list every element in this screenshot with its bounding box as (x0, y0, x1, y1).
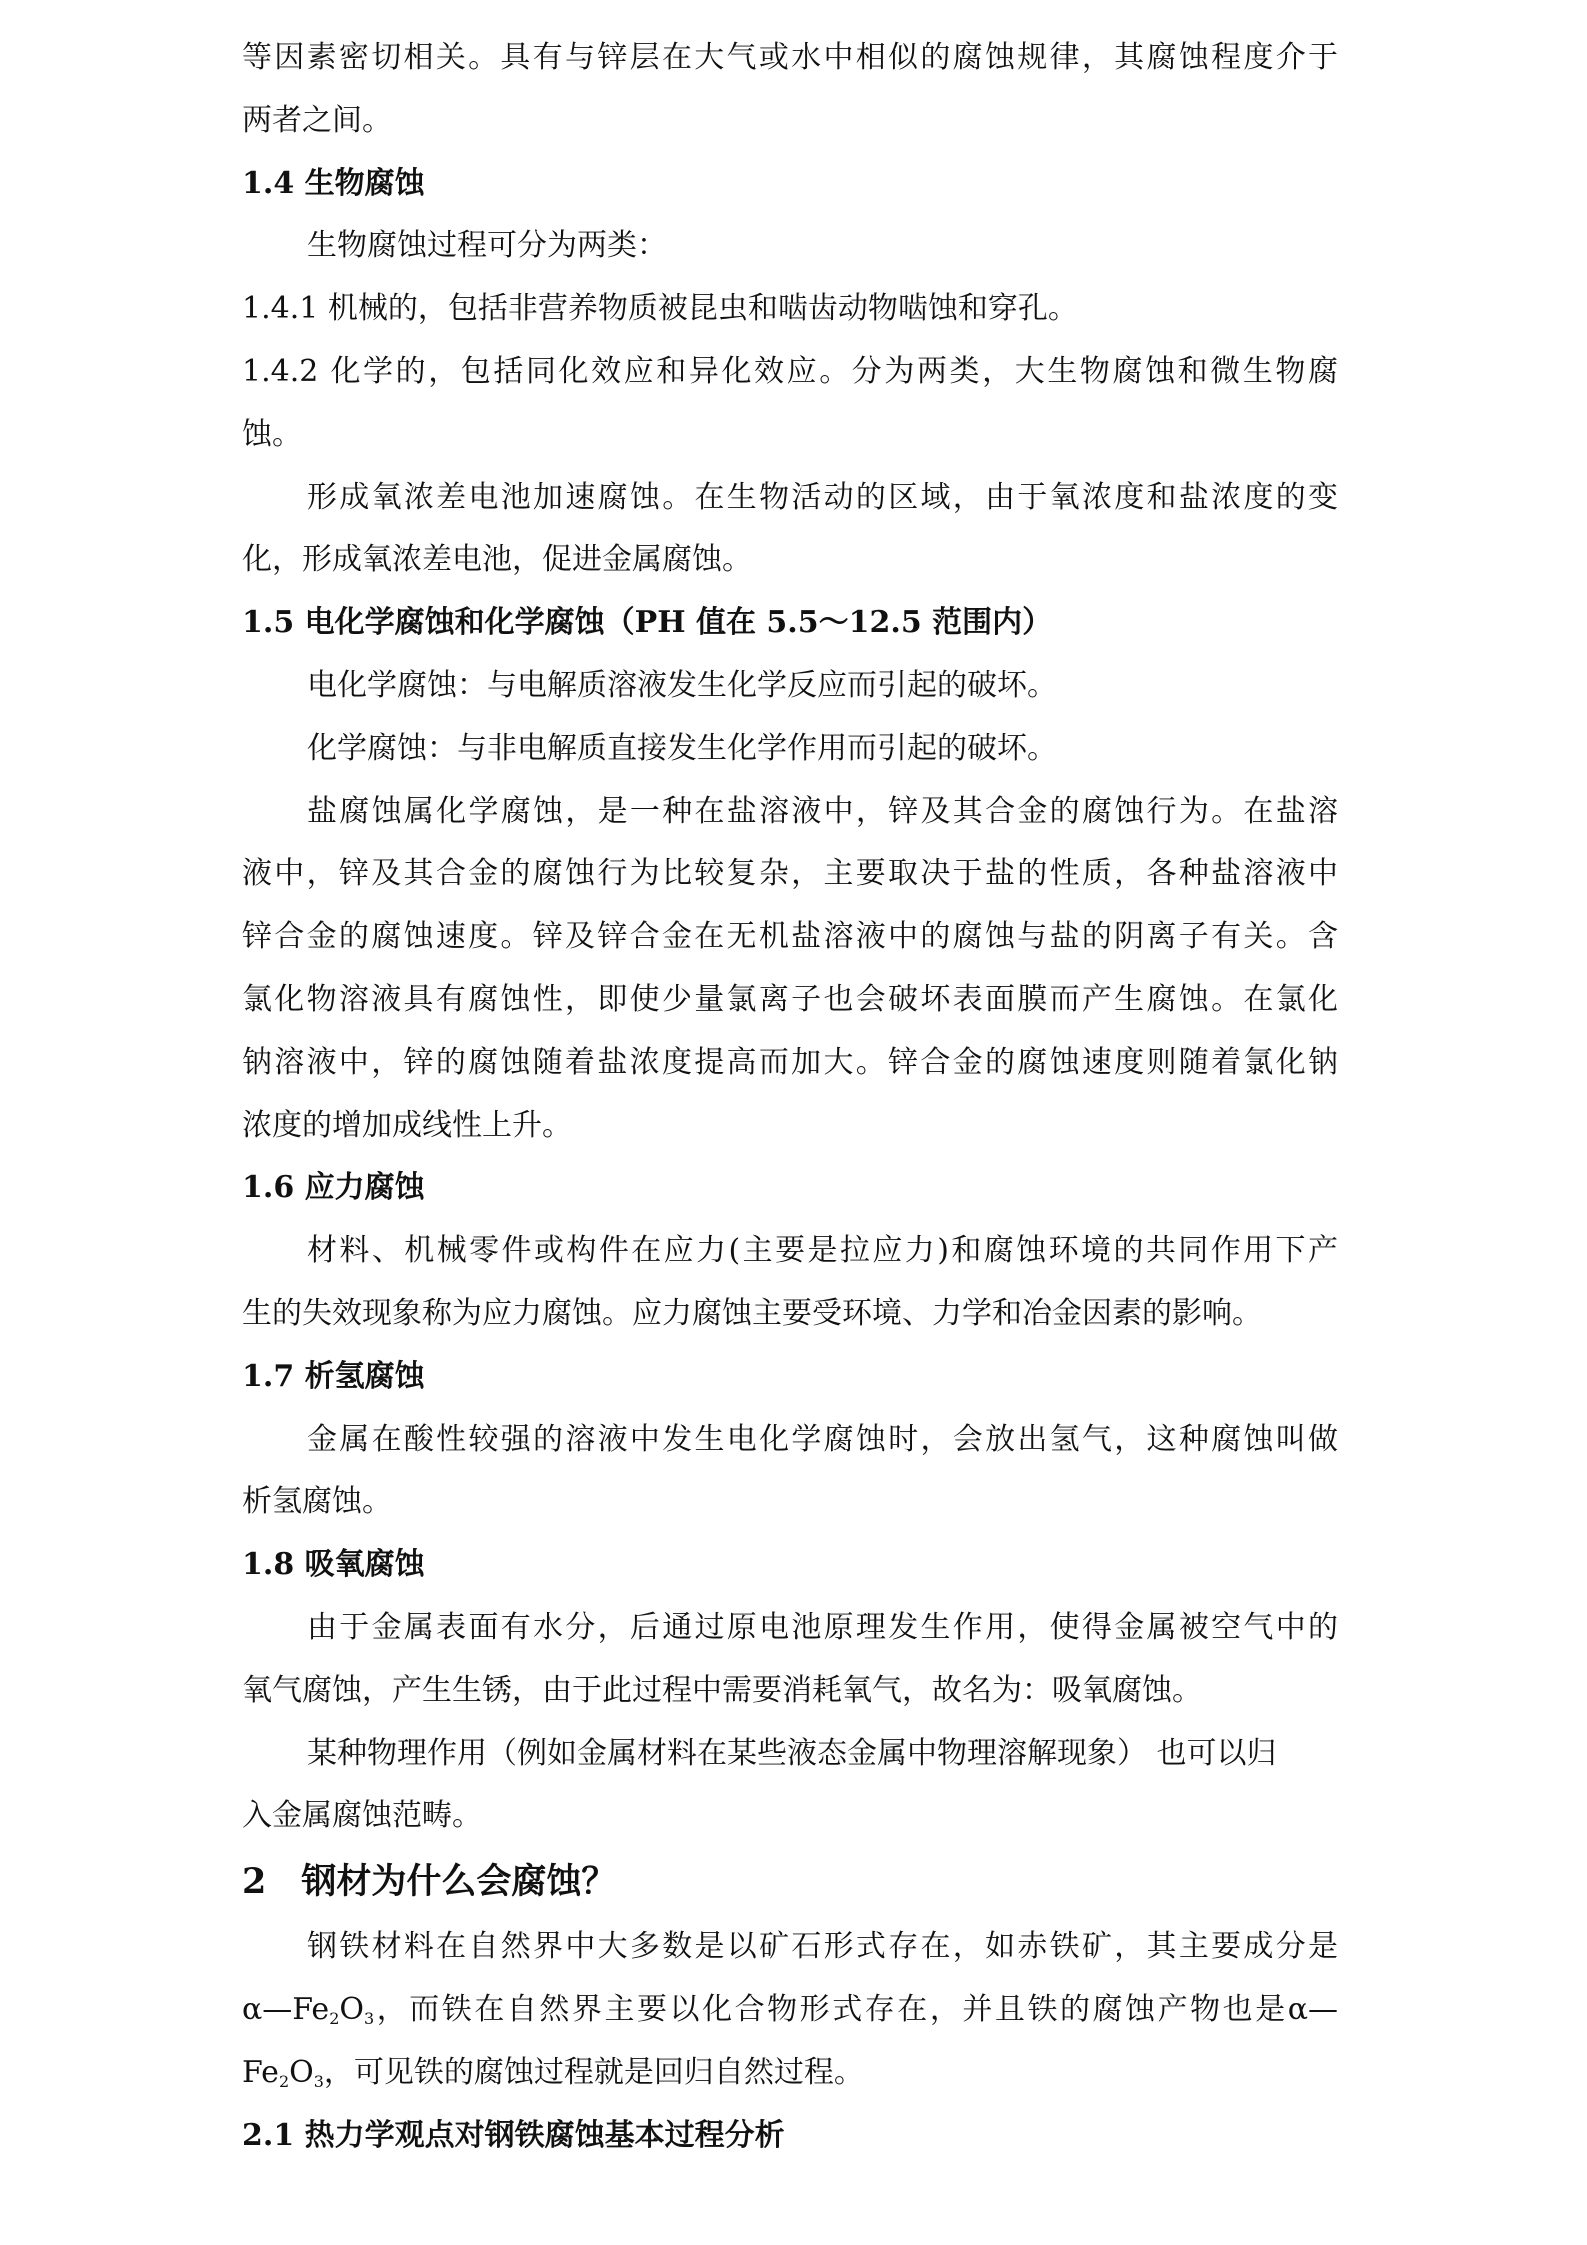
subsection-heading: 1.8 吸氧腐蚀 (242, 1547, 425, 1583)
paragraph-line: 形成氧浓差电池加速腐蚀。在生物活动的区域，由于氧浓度和盐浓度的变 (307, 479, 1338, 515)
subsection-heading: 1.6 应力腐蚀 (242, 1170, 425, 1206)
paragraph-line: 氧气腐蚀，产生生锈，由于此过程中需要消耗氧气，故名为：吸氧腐蚀。 (242, 1672, 1202, 1708)
paragraph-line: 生的失效现象称为应力腐蚀。应力腐蚀主要受环境、力学和冶金因素的影响。 (242, 1295, 1262, 1331)
text-run: Fe (242, 2054, 279, 2090)
paragraph-line: 入金属腐蚀范畴。 (242, 1798, 482, 1834)
paragraph-line: 析氢腐蚀。 (242, 1484, 392, 1520)
paragraph-line: 盐腐蚀属化学腐蚀，是一种在盐溶液中，锌及其合金的腐蚀行为。在盐溶 (307, 793, 1338, 829)
paragraph-line: 某种物理作用（例如金属材料在某些液态金属中物理溶解现象） 也可以归 (307, 1735, 1277, 1771)
paragraph-line: 化学腐蚀：与非电解质直接发生化学作用而引起的破坏。 (307, 730, 1057, 766)
paragraph-line: 钠溶液中，锌的腐蚀随着盐浓度提高而加大。锌合金的腐蚀速度则随着氯化钠 (242, 1044, 1338, 1080)
paragraph-line: 1.4.2 化学的，包括同化效应和异化效应。分为两类，大生物腐蚀和微生物腐 (242, 353, 1338, 389)
text-run: ，而铁在自然界主要以化合物形式存在，并且铁的腐蚀产物也是α— (374, 1991, 1338, 2027)
paragraph-line: 等因素密切相关。具有与锌层在大气或水中相似的腐蚀规律，其腐蚀程度介于 (242, 40, 1338, 75)
paragraph-line: 材料、机械零件或构件在应力(主要是拉应力)和腐蚀环境的共同作用下产 (307, 1233, 1338, 1269)
subscript: 3 (363, 2008, 375, 2028)
paragraph-line: 由于金属表面有水分，后通过原电池原理发生作用，使得金属被空气中的 (307, 1609, 1338, 1645)
paragraph-line: 1.4.1 机械的，包括非营养物质被昆虫和啮齿动物啮蚀和穿孔。 (242, 291, 1078, 327)
text-run: α—Fe (242, 1991, 330, 2027)
text-run: ，可见铁的腐蚀过程就是回归自然过程。 (323, 2054, 864, 2090)
paragraph-line (242, 1979, 1338, 2042)
paragraph-line: 生物腐蚀过程可分为两类： (307, 228, 667, 264)
section-heading: 2 钢材为什么会腐蚀？ (242, 1861, 617, 1903)
paragraph-line: 化，形成氧浓差电池，促进金属腐蚀。 (242, 542, 752, 578)
subscript: 3 (313, 2071, 324, 2091)
paragraph-line (242, 2042, 1338, 2105)
paragraph-line: 蚀。 (242, 416, 302, 452)
paragraph-line: 液中，锌及其合金的腐蚀行为比较复杂，主要取决于盐的性质，各种盐溶液中 (242, 856, 1338, 892)
text-run: O (339, 1991, 364, 2027)
text-run: O (289, 2054, 314, 2090)
subsection-heading: 2.1 热力学观点对钢铁腐蚀基本过程分析 (242, 2117, 785, 2153)
subscript: 2 (278, 2071, 290, 2091)
document-page (242, 27, 1338, 2167)
subsection-heading: 1.4 生物腐蚀 (242, 165, 425, 201)
paragraph-line: 钢铁材料在自然界中大多数是以矿石形式存在，如赤铁矿，其主要成分是 (307, 1929, 1338, 1965)
paragraph-line: 金属在酸性较强的溶液中发生电化学腐蚀时，会放出氢气，这种腐蚀叫做 (307, 1421, 1338, 1457)
subsection-heading: 1.5 电化学腐蚀和化学腐蚀（PH 值在 5.5～12.5 范围内） (242, 605, 1053, 641)
paragraph-line: 氯化物溶液具有腐蚀性，即使少量氯离子也会破坏表面膜而产生腐蚀。在氯化 (242, 981, 1338, 1017)
paragraph-line: 电化学腐蚀：与电解质溶液发生化学反应而引起的破坏。 (307, 667, 1057, 703)
subscript: 2 (329, 2008, 340, 2028)
paragraph-line: 浓度的增加成线性上升。 (242, 1107, 572, 1143)
subsection-heading: 1.7 析氢腐蚀 (242, 1358, 425, 1394)
paragraph-line: 两者之间。 (242, 102, 392, 138)
paragraph-line: 锌合金的腐蚀速度。锌及锌合金在无机盐溶液中的腐蚀与盐的阴离子有关。含 (242, 919, 1338, 955)
